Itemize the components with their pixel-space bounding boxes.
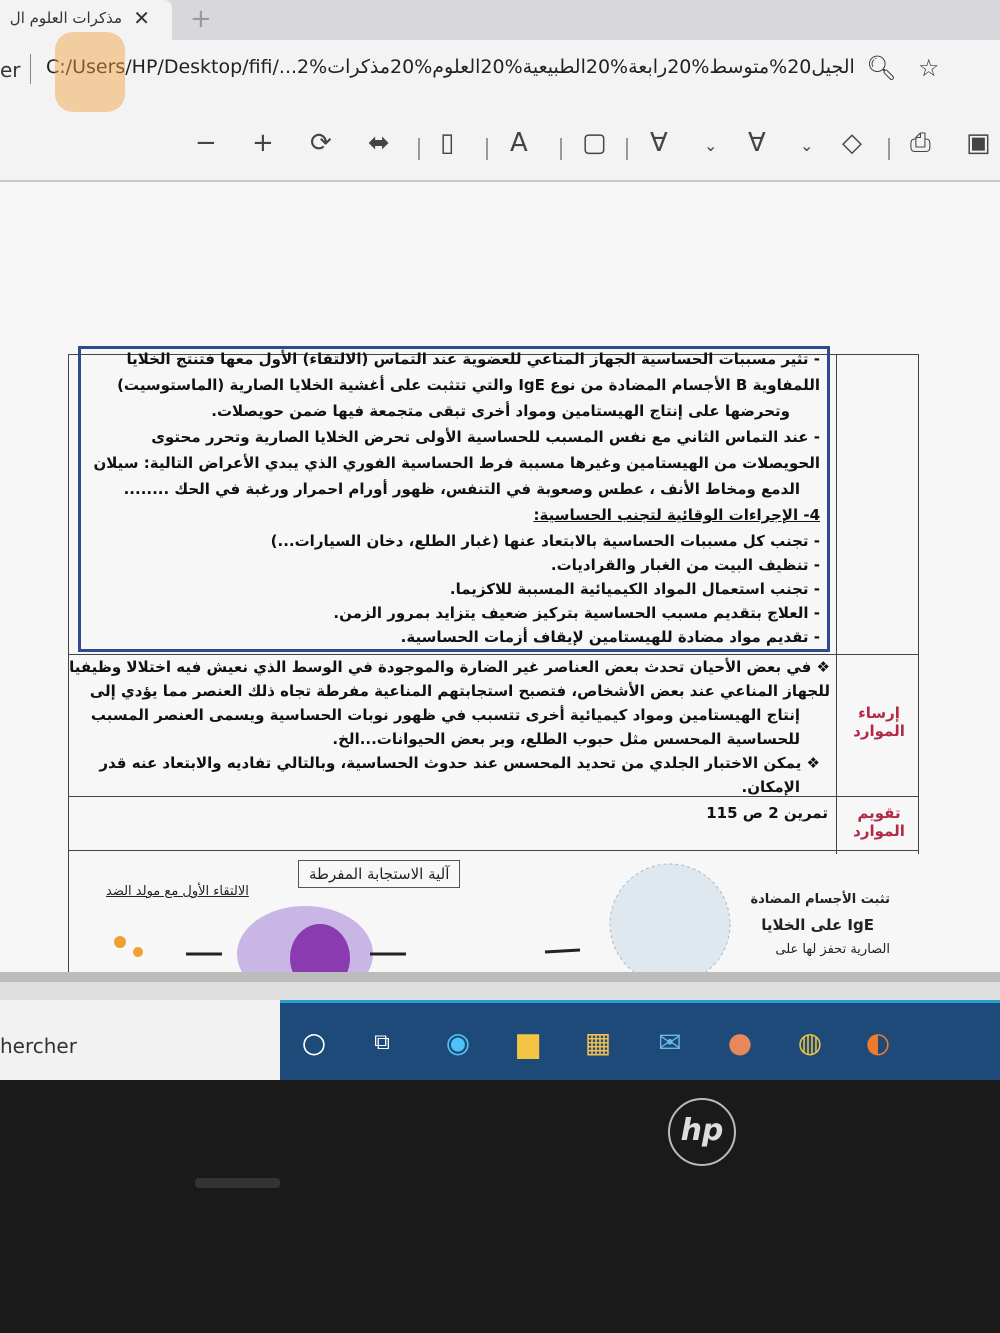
address-divider bbox=[30, 54, 31, 84]
resources-line-4: للحساسية المحسس مثل حبوب الطلع، وبر بعض الحيوانات...الخ. bbox=[332, 730, 800, 748]
resources-line-2: للجهاز المناعي عند بعض الأشخاص، فتصبح استجابتهم المناعية مفرطة تجاه ذلك العنصر مما يؤدي إلى bbox=[89, 682, 830, 700]
box-line-3: وتحرضها على إنتاج الهيستامين ومواد أخرى تبقى متجمعة فيها ضمن حويصلات. bbox=[211, 402, 790, 420]
box-line-5: الحويصلات من الهيستامين وغيرها مسببة فرط الحساسية الفوري الذي يبدي الأعراض التالية: سيلان bbox=[93, 454, 820, 472]
diagram-right-caption: IgE على الخلايا bbox=[761, 916, 874, 934]
resources-line-1: ❖ في بعض الأحيان تحدث بعض العناصر غير الضارة والموجودة في الوسط الذي نعيش فيه اختلالا وظيفيا bbox=[69, 658, 830, 676]
table-row-divider bbox=[68, 796, 918, 797]
diagram-arrow bbox=[545, 950, 580, 952]
mail-icon[interactable]: ✉ bbox=[658, 1026, 682, 1059]
pdf-toolbar bbox=[0, 112, 1000, 182]
prevention-item: - تجنب استعمال المواد الكيميائية المسببة للاكزيما. bbox=[449, 580, 820, 598]
allergy-diagram bbox=[80, 854, 920, 974]
url-field[interactable]: C:/Users/HP/Desktop/fifi/...2%الجيل20%متوسط%20رابعة%20الطبيعية%20العلوم%20مذكرات bbox=[46, 56, 855, 78]
toolbar-divider bbox=[888, 138, 890, 160]
file-explorer-icon[interactable]: ▆ bbox=[517, 1026, 539, 1059]
antigen-particle bbox=[133, 947, 143, 957]
highlight-button[interactable]: ∀ bbox=[748, 128, 766, 158]
taskbar-search-box[interactable] bbox=[0, 1000, 280, 1080]
box-line-4: - عند التماس الثاني مع نفس المسبب للحساسية الأولى تحرض الخلايا الصارية وتحرر محتوى bbox=[151, 428, 820, 446]
address-prefix: er bbox=[0, 58, 21, 82]
table-row-divider bbox=[68, 654, 918, 655]
box-line-2: اللمفاوية B الأجسام المضادة من نوع IgE والتي تتثبت على أغشية الخلايا الصارية (الماستوسيت) bbox=[117, 376, 820, 394]
table-border-right bbox=[918, 354, 919, 854]
resources-label: إرساء الموارد bbox=[853, 704, 905, 740]
diagram-title: آلية الاستجابة المفرطة bbox=[298, 860, 460, 888]
prevention-item: - العلاج بتقديم مسبب الحساسية بتركيز ضعيف يتزايد بمرور الزمن. bbox=[333, 604, 820, 622]
box-line-6: الدمع ومخاط الأنف ، عطس وصعوبة في التنفس، ظهور أورام احمرار ورغبة في الحك ........ bbox=[123, 480, 800, 498]
hp-logo: hp bbox=[668, 1098, 736, 1166]
fit-page-button[interactable]: ⬌ bbox=[368, 128, 390, 158]
pdf-viewer bbox=[0, 182, 1000, 1000]
chevron-down-icon[interactable]: ⌄ bbox=[704, 136, 718, 155]
toolbar-divider bbox=[626, 138, 628, 160]
erase-button[interactable]: ◇ bbox=[842, 128, 862, 158]
new-tab-button[interactable]: + bbox=[190, 4, 212, 34]
cortana-icon[interactable]: ○ bbox=[301, 1026, 327, 1059]
exercise-text: تمرين 2 ص 115 bbox=[706, 804, 828, 822]
diagram-right-caption: الصارية تحفز لها على bbox=[775, 942, 890, 957]
edge-icon[interactable]: ◉ bbox=[445, 1026, 471, 1059]
read-aloud-button[interactable]: A bbox=[510, 128, 528, 158]
antigen-particle bbox=[114, 936, 126, 948]
favorite-star-icon[interactable]: ☆ bbox=[918, 54, 940, 82]
firefox-icon[interactable]: ◐ bbox=[865, 1026, 891, 1059]
app-icon[interactable]: ● bbox=[727, 1026, 753, 1059]
toolbar-divider bbox=[486, 138, 488, 160]
prevention-item: - تجنب كل مسببات الحساسية بالابتعاد عنها (غبار الطلع، دخان السيارات...) bbox=[270, 532, 820, 550]
zoom-icon[interactable]: 🔍︎ bbox=[866, 54, 897, 82]
rotate-button[interactable]: ⟳ bbox=[310, 128, 332, 158]
zoom-out-button[interactable]: − bbox=[195, 128, 217, 158]
prevention-item: - تنظيف البيت من الغبار والقراديات. bbox=[550, 556, 820, 574]
laptop-hinge bbox=[195, 1178, 280, 1188]
table-row-divider bbox=[68, 850, 918, 851]
immersive-reader-button[interactable]: ▢ bbox=[582, 128, 607, 158]
draw-button[interactable]: ∀ bbox=[650, 128, 668, 158]
horizontal-scrollbar[interactable] bbox=[0, 972, 1000, 982]
store-icon[interactable]: ▦ bbox=[584, 1026, 612, 1059]
resources-line-5: ❖ يمكن الاختبار الجلدي من تحديد المحسس عند حدوث الحساسية، وبالتالي تفاديه والابتعاد عنه قدر bbox=[99, 754, 820, 772]
chrome-icon[interactable]: ◍ bbox=[797, 1026, 823, 1059]
tab-strip bbox=[0, 0, 1000, 40]
prevention-item: - تقديم مواد مضادة للهيستامين لإيقاف أزمات الحساسية. bbox=[400, 628, 820, 646]
laptop-bezel bbox=[0, 1080, 1000, 1333]
table-column-divider bbox=[836, 354, 837, 854]
toolbar-divider bbox=[560, 138, 562, 160]
tab-title: مذكرات العلوم ال bbox=[9, 9, 122, 27]
mast-cell-shape bbox=[610, 864, 730, 974]
watermark-logo bbox=[55, 32, 125, 112]
prevention-heading: 4- الإجراءات الوقائية لتجنب الحساسية: bbox=[533, 506, 820, 524]
save-button[interactable]: ▣ bbox=[966, 128, 991, 158]
tab-close-icon[interactable]: ✕ bbox=[133, 6, 150, 30]
page-view-button[interactable]: ▯ bbox=[440, 128, 455, 158]
resources-line-3: إنتاج الهيستامين ومواد كيميائية أخرى تتسبب في ظهور نوبات الحساسية ويسمى العنصر المسبب bbox=[90, 706, 800, 724]
box-line-1: - تثير مسببات الحساسية الجهاز المناعي للعضوية عند التماس (الالتقاء) الأول معها فتنتج الخلايا bbox=[126, 350, 820, 368]
address-bar bbox=[0, 40, 1000, 112]
toolbar-divider bbox=[418, 138, 420, 160]
diagram-right-caption: تثبت الأجسام المضادة bbox=[750, 892, 890, 907]
diagram-left-caption: الالتقاء الأول مع مولد الضد bbox=[106, 884, 249, 899]
evaluation-label: تقويم الموارد bbox=[853, 804, 905, 840]
pdf-page bbox=[0, 182, 1000, 972]
zoom-in-button[interactable]: + bbox=[252, 128, 274, 158]
chevron-down-icon[interactable]: ⌄ bbox=[800, 136, 814, 155]
resources-line-6: الإمكان. bbox=[741, 778, 800, 796]
task-view-icon[interactable]: ⧉ bbox=[374, 1030, 390, 1055]
search-placeholder: hercher bbox=[0, 1034, 77, 1058]
print-button[interactable]: ⎙ bbox=[910, 128, 931, 158]
diagram-illustration bbox=[80, 854, 920, 974]
